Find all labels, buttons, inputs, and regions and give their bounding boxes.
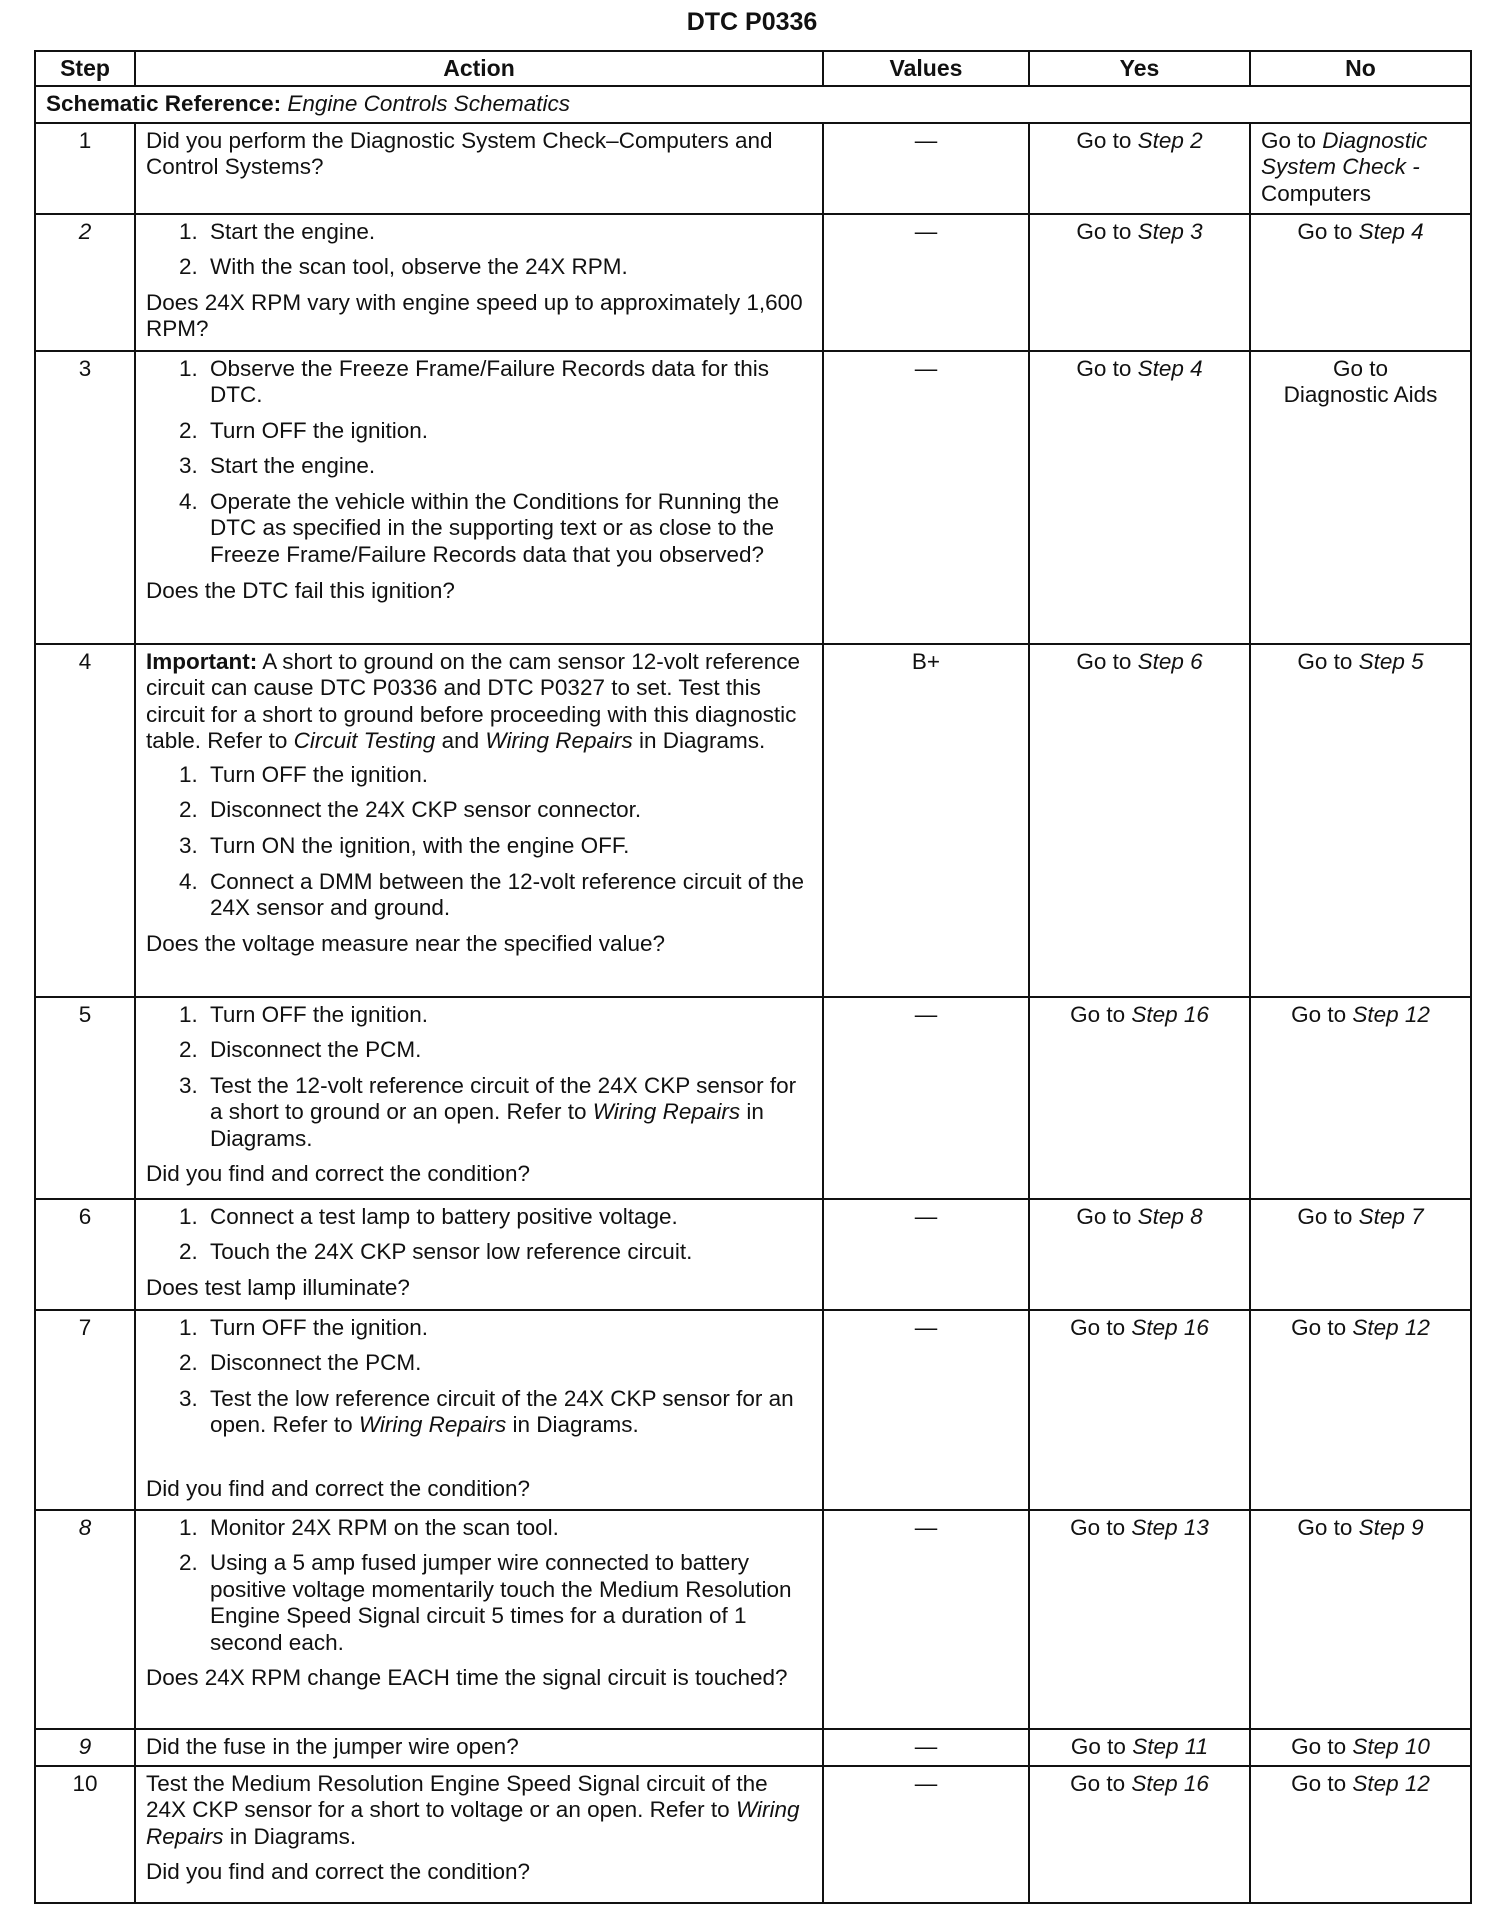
no-cell	[1250, 123, 1471, 214]
yes-step-link: Step 16	[1131, 1770, 1209, 1796]
table-row	[35, 214, 1471, 351]
circuit-testing-link: Circuit Testing	[293, 728, 436, 754]
action-cell	[135, 1310, 823, 1510]
action-text-tail: in Diagrams.	[229, 1823, 357, 1849]
step-number: 7	[35, 1310, 135, 1510]
no-prefix: Go to	[1297, 1514, 1353, 1540]
no-diagnostic-aids-link: Diagnostic Aids	[1283, 382, 1438, 408]
step-number: 9	[35, 1729, 135, 1766]
yes-step-link: Step 8	[1137, 1203, 1203, 1229]
yes-step-link: Step 11	[1132, 1733, 1209, 1759]
action-cell	[135, 644, 823, 997]
action-item: 2. Disconnect the PCM.	[204, 1350, 812, 1377]
wiring-repairs-link: Wiring Repairs	[146, 1797, 800, 1849]
yes-step-link: Step 2	[1137, 127, 1203, 153]
step-number: 10	[35, 1766, 135, 1903]
yes-prefix: Go to	[1070, 1314, 1126, 1340]
action-item: 4. Operate the vehicle within the Conditions for Running the DTC as specified in the supporting text or as close to the Freeze Frame/Failure Records data that you observed?	[204, 489, 812, 569]
action-item: 1. Turn OFF the ignition.	[204, 1002, 812, 1029]
no-prefix: Go to	[1291, 1314, 1347, 1340]
question: Did you find and correct the condition?	[146, 1161, 530, 1187]
action-item: 2. Touch the 24X CKP sensor low reference circuit.	[204, 1239, 812, 1266]
step-number: 1	[35, 123, 135, 214]
no-prefix: Go to	[1297, 1203, 1353, 1229]
no-step-link: Step 10	[1352, 1733, 1430, 1759]
no-prefix: Go to	[1261, 127, 1317, 153]
table-row	[35, 644, 1471, 997]
question: Did you find and correct the condition?	[146, 1859, 530, 1885]
action-list	[146, 1002, 812, 1153]
yes-prefix: Go to	[1076, 355, 1132, 381]
question: Does 24X RPM vary with engine speed up to approximately 1,600 RPM?	[146, 289, 803, 342]
question: Does 24X RPM change EACH time the signal circuit is touched?	[146, 1665, 788, 1691]
value-cell: —	[823, 997, 1029, 1199]
table-row	[35, 1199, 1471, 1310]
yes-prefix: Go to	[1070, 1514, 1126, 1540]
table-row	[35, 1510, 1471, 1729]
table-row	[35, 123, 1471, 214]
schematic-reference	[35, 86, 1471, 123]
header-values: Values	[823, 51, 1029, 86]
yes-step-link: Step 3	[1137, 218, 1203, 244]
yes-prefix: Go to	[1076, 648, 1132, 674]
action-cell	[135, 1199, 823, 1310]
schematic-reference-link: Engine Controls Schematics	[287, 91, 571, 117]
table-row	[35, 1310, 1471, 1510]
value-cell: —	[823, 1310, 1029, 1510]
step-number: 3	[35, 351, 135, 644]
action-item-text: Test the 12-volt reference circuit of the 24X CKP sensor for a short to ground or an open. Refer to	[210, 1072, 797, 1125]
yes-cell	[1029, 1766, 1250, 1903]
yes-step-link: Step 16	[1131, 1001, 1209, 1027]
no-cell	[1250, 1766, 1471, 1903]
action-cell	[135, 123, 823, 214]
header-step: Step	[35, 51, 135, 86]
action-list	[146, 1204, 812, 1266]
yes-cell	[1029, 1199, 1250, 1310]
action-list	[146, 1515, 812, 1657]
action-item	[204, 1386, 812, 1439]
yes-prefix: Go to	[1076, 127, 1132, 153]
no-cell	[1250, 1729, 1471, 1766]
value-cell: B+	[823, 644, 1029, 997]
wiring-repairs-link: Wiring Repairs	[358, 1412, 507, 1438]
action-item: 2. Disconnect the PCM.	[204, 1037, 812, 1064]
yes-cell	[1029, 1510, 1250, 1729]
action-item: 1. Connect a test lamp to battery positive voltage.	[204, 1204, 812, 1231]
question: Did you find and correct the condition?	[146, 1475, 530, 1501]
value-cell: —	[823, 351, 1029, 644]
no-cell	[1250, 1510, 1471, 1729]
no-prefix: Go to	[1291, 1001, 1347, 1027]
no-step-link: Step 9	[1358, 1514, 1424, 1540]
page-title: DTC P0336	[686, 8, 818, 36]
no-step-link: Step 5	[1358, 648, 1424, 674]
yes-prefix: Go to	[1076, 218, 1132, 244]
action-list	[146, 219, 812, 281]
no-step-link: Diagnostic System Check -	[1261, 127, 1428, 180]
yes-cell	[1029, 123, 1250, 214]
important-label: Important:	[146, 648, 258, 674]
no-suffix: Computers	[1261, 180, 1372, 206]
action-item: 4. Connect a DMM between the 12-volt reference circuit of the 24X sensor and ground.	[204, 869, 812, 922]
table-row	[35, 1766, 1471, 1903]
no-cell	[1250, 644, 1471, 997]
step-number: 5	[35, 997, 135, 1199]
no-cell	[1250, 997, 1471, 1199]
no-cell	[1250, 1310, 1471, 1510]
action-item: 2. With the scan tool, observe the 24X RPM.	[204, 254, 812, 281]
yes-cell	[1029, 997, 1250, 1199]
action-item: 1. Observe the Freeze Frame/Failure Records data for this DTC.	[204, 356, 812, 409]
step-number: 6	[35, 1199, 135, 1310]
header-yes: Yes	[1029, 51, 1250, 86]
action-item: 1. Monitor 24X RPM on the scan tool.	[204, 1515, 812, 1542]
header-row	[35, 51, 1471, 86]
wiring-repairs-link: Wiring Repairs	[592, 1099, 741, 1125]
no-prefix: Go to	[1291, 1733, 1347, 1759]
question: Does the DTC fail this ignition?	[146, 577, 455, 603]
yes-cell	[1029, 1729, 1250, 1766]
table-row	[35, 351, 1471, 644]
action-list	[146, 1315, 812, 1439]
action-cell	[135, 1766, 823, 1903]
yes-prefix: Go to	[1070, 1001, 1126, 1027]
action-item: 1. Turn OFF the ignition.	[204, 1315, 812, 1342]
value-cell: —	[823, 1510, 1029, 1729]
yes-prefix: Go to	[1076, 1203, 1132, 1229]
yes-prefix: Go to	[1070, 1770, 1126, 1796]
yes-cell	[1029, 214, 1250, 351]
table-row	[35, 1729, 1471, 1766]
yes-step-link: Step 13	[1131, 1514, 1209, 1540]
header-action: Action	[135, 51, 823, 86]
wiring-repairs-link: Wiring Repairs	[485, 728, 633, 754]
no-cell	[1250, 1199, 1471, 1310]
value-cell: —	[823, 1729, 1029, 1766]
action-cell	[135, 351, 823, 644]
important-note	[146, 649, 812, 755]
no-step-link: Step 12	[1352, 1001, 1430, 1027]
action-item	[204, 1073, 812, 1153]
action-item: 1. Turn OFF the ignition.	[204, 762, 812, 789]
step-number: 2	[35, 214, 135, 351]
important-tail: in Diagrams.	[639, 728, 766, 754]
action-item: 2. Using a 5 amp fused jumper wire connected to battery positive voltage momentarily touch the Medium Resolution Engine Speed Signal circuit 5 times for a duration of 1 second each.	[204, 1550, 812, 1656]
table-row	[35, 997, 1471, 1199]
step-number: 8	[35, 1510, 135, 1729]
no-step-link: Step 7	[1358, 1203, 1424, 1229]
action-item: 3. Start the engine.	[204, 453, 812, 480]
question: Did the fuse in the jumper wire open?	[146, 1733, 519, 1759]
value-cell: —	[823, 1199, 1029, 1310]
no-prefix: Go to	[1297, 218, 1353, 244]
action-item-tail: in Diagrams.	[210, 1099, 764, 1151]
step-number: 4	[35, 644, 135, 997]
schematic-reference-row	[35, 86, 1471, 123]
yes-step-link: Step 16	[1131, 1314, 1209, 1340]
no-step-link: Step 12	[1352, 1770, 1430, 1796]
yes-prefix: Go to	[1070, 1733, 1126, 1759]
action-item: 1. Start the engine.	[204, 219, 812, 246]
yes-cell	[1029, 351, 1250, 644]
no-step-link: Step 12	[1352, 1314, 1430, 1340]
yes-step-link: Step 6	[1137, 648, 1203, 674]
action-item: 3. Turn ON the ignition, with the engine OFF.	[204, 833, 812, 860]
diagnostic-table	[34, 50, 1472, 1904]
action-item-tail: in Diagrams.	[512, 1412, 639, 1438]
no-prefix: Go to	[1291, 1770, 1347, 1796]
schematic-reference-label: Schematic Reference:	[46, 91, 282, 117]
action-list	[146, 762, 812, 922]
yes-cell	[1029, 644, 1250, 997]
action-list	[146, 356, 812, 569]
yes-cell	[1029, 1310, 1250, 1510]
action-cell	[135, 1510, 823, 1729]
value-cell: —	[823, 123, 1029, 214]
action-text	[146, 1771, 812, 1851]
important-text: A short to ground on the cam sensor 12-volt reference circuit can cause DTC P0336 and DTC P0327 to set. Test this circuit for a short to ground before proceeding with this diagnostic table. Refer to	[146, 648, 801, 754]
value-cell: —	[823, 1766, 1029, 1903]
no-cell	[1250, 214, 1471, 351]
important-and: and	[441, 728, 480, 754]
action-cell	[135, 997, 823, 1199]
question: Does test lamp illuminate?	[146, 1274, 410, 1300]
yes-step-link: Step 4	[1137, 355, 1203, 381]
question: Does the voltage measure near the specified value?	[146, 930, 666, 956]
action-item: 2. Disconnect the 24X CKP sensor connector.	[204, 797, 812, 824]
no-prefix: Go to	[1297, 648, 1353, 674]
header-no: No	[1250, 51, 1471, 86]
value-cell: —	[823, 214, 1029, 351]
action-cell	[135, 1729, 823, 1766]
spacer	[146, 1448, 812, 1474]
no-step-link: Step 4	[1358, 218, 1424, 244]
action-text-body: Test the Medium Resolution Engine Speed Signal circuit of the 24X CKP sensor for a short to voltage or an open. Refer to	[146, 1770, 768, 1823]
action-item-text: Test the low reference circuit of the 24X CKP sensor for an open. Refer to	[210, 1385, 794, 1438]
action-item: 2. Turn OFF the ignition.	[204, 418, 812, 445]
no-cell	[1250, 351, 1471, 644]
action-cell	[135, 214, 823, 351]
question: Did you perform the Diagnostic System Check–Computers and Control Systems?	[146, 127, 773, 180]
no-prefix: Go to	[1332, 355, 1389, 381]
